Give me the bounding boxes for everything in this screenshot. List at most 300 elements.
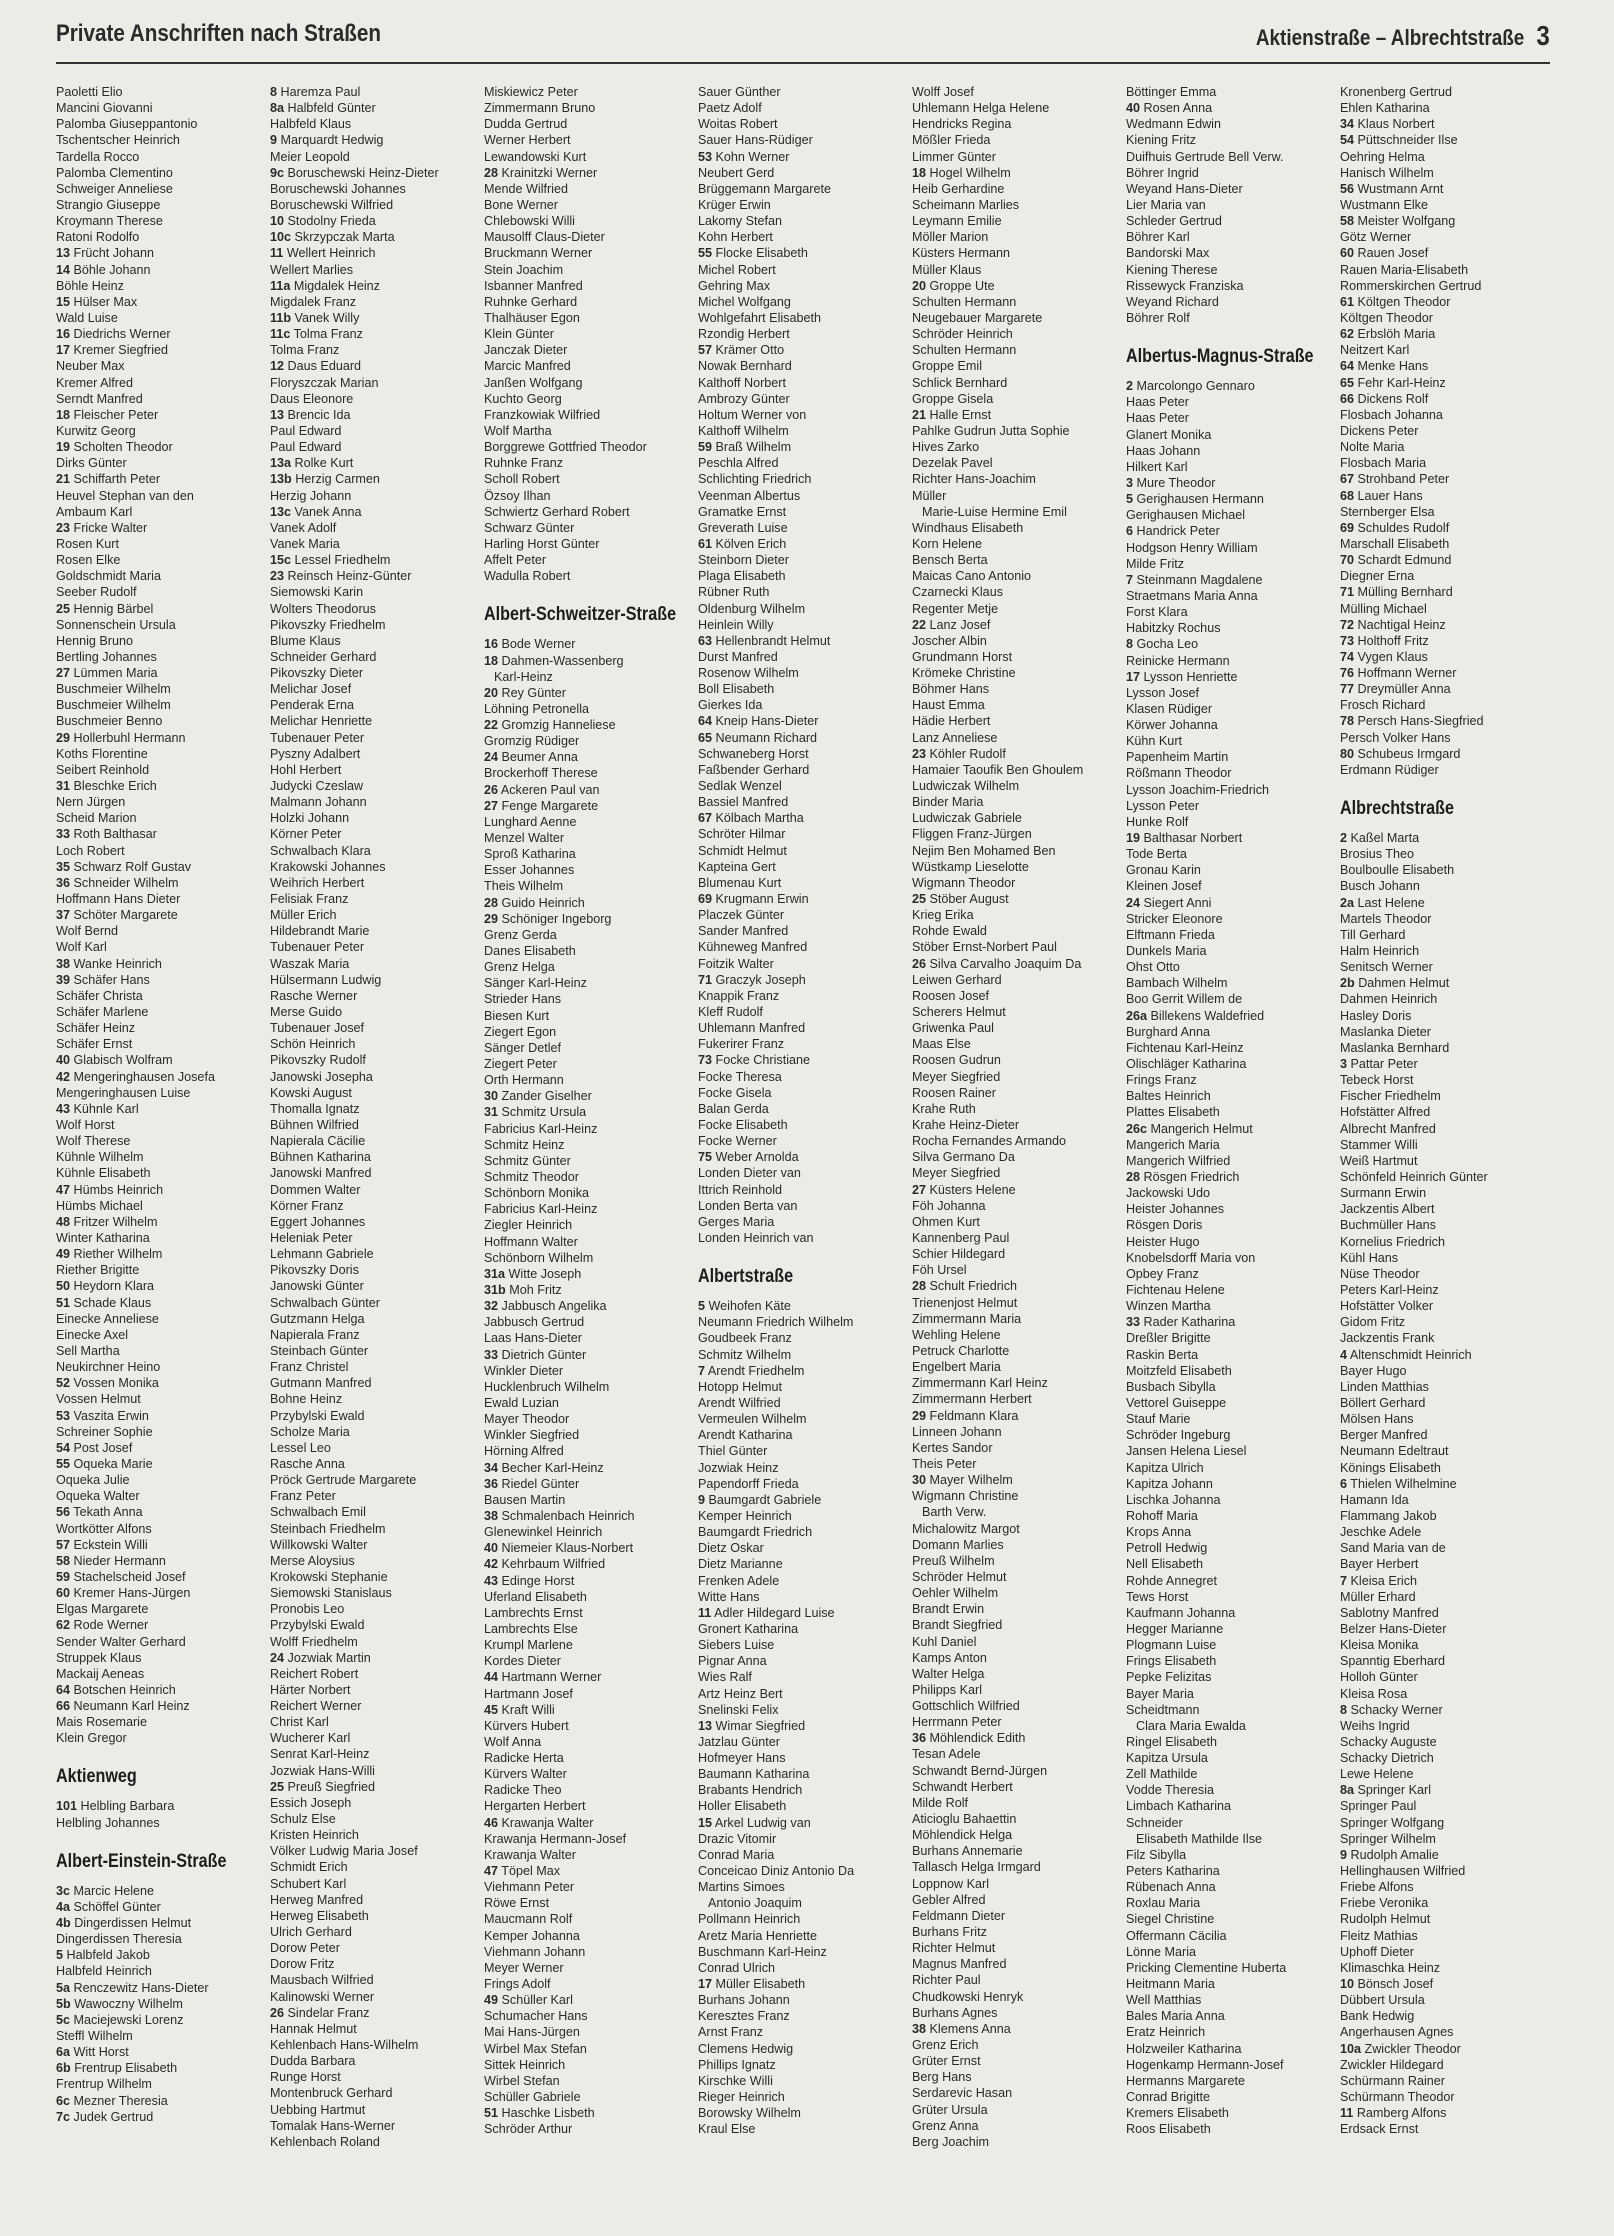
resident-name: Rolke Kurt <box>294 456 354 471</box>
house-number: 101 <box>56 1799 78 1814</box>
resident-name: Krawanja Walter <box>501 1815 594 1830</box>
resident-name: Winkler Siegfried <box>484 1428 580 1443</box>
resident-entry <box>270 1746 480 1762</box>
house-number: 53 <box>56 1408 71 1423</box>
resident-entry <box>56 342 266 358</box>
resident-entry <box>484 132 694 148</box>
resident-name: Stricker Eleonore <box>1126 911 1223 926</box>
resident-entry <box>1126 1798 1336 1814</box>
resident-name: Krainitzki Werner <box>501 165 598 180</box>
resident-entry <box>912 826 1122 842</box>
resident-name: Nowak Bernhard <box>698 359 792 374</box>
resident-name: Groppe Emil <box>912 359 982 374</box>
resident-entry <box>270 1456 480 1472</box>
resident-entry <box>484 749 694 765</box>
resident-name: Angerhausen Agnes <box>1340 2025 1454 2040</box>
resident-entry <box>1340 1153 1550 1169</box>
resident-entry <box>270 294 480 310</box>
resident-entry <box>484 765 694 781</box>
resident-entry <box>484 1815 694 1831</box>
resident-name: Spanntig Eberhard <box>1340 1654 1446 1669</box>
resident-entry <box>912 213 1122 229</box>
resident-name: Viehmann Peter <box>484 1880 575 1895</box>
house-number: 29 <box>912 1408 927 1423</box>
resident-entry <box>56 939 266 955</box>
resident-name: Klein Gregor <box>56 1731 127 1746</box>
resident-entry <box>270 939 480 955</box>
resident-name: Hogel Wilhelm <box>929 165 1011 180</box>
resident-name: Paoletti Elio <box>56 85 123 99</box>
resident-entry <box>56 697 266 713</box>
resident-entry <box>1340 1395 1550 1411</box>
resident-entry <box>484 1363 694 1379</box>
resident-name: Dorow Peter <box>270 1941 340 1956</box>
resident-name: Tomalak Hans-Werner <box>270 2118 396 2133</box>
resident-name: Ludwiczak Gabriele <box>912 811 1022 826</box>
resident-name: Olischläger Katharina <box>1126 1057 1247 1072</box>
resident-name: Rocha Fernandes Armando <box>912 1134 1067 1149</box>
house-number: 33 <box>56 827 71 842</box>
resident-entry <box>698 84 908 100</box>
resident-entry <box>912 100 1122 116</box>
resident-entry <box>698 100 908 116</box>
resident-entry <box>1340 245 1550 261</box>
house-number: 30 <box>484 1089 499 1104</box>
resident-name: Erdsack Ernst <box>1340 2122 1419 2137</box>
resident-name: Peschla Alfred <box>698 456 779 471</box>
resident-name: Schweiger Anneliese <box>56 181 173 196</box>
resident-entry <box>56 1698 266 1714</box>
resident-entry <box>270 552 480 568</box>
house-number: 13b <box>270 472 292 487</box>
resident-entry <box>56 1440 266 1456</box>
house-number: 55 <box>56 1456 71 1471</box>
house-number: 6b <box>56 2061 71 2076</box>
house-number: 24 <box>1126 895 1141 910</box>
resident-name: Roosen Gudrun <box>912 1053 1001 1068</box>
resident-entry <box>698 1069 908 1085</box>
resident-entry <box>484 2041 694 2057</box>
resident-entry <box>484 1024 694 1040</box>
resident-name: Braß Wilhelm <box>715 440 792 455</box>
resident-entry <box>698 1052 908 1068</box>
resident-entry <box>270 326 480 342</box>
house-number: 10 <box>1340 1977 1355 1992</box>
resident-name: Özsoy Ilhan <box>484 488 551 503</box>
resident-name: Korn Helene <box>912 536 983 551</box>
resident-name: Faßbender Gerhard <box>698 762 810 777</box>
resident-entry <box>56 504 266 520</box>
resident-entry <box>698 423 908 439</box>
resident-entry <box>698 375 908 391</box>
house-number: 61 <box>698 536 713 551</box>
resident-entry <box>484 407 694 423</box>
resident-entry <box>270 1537 480 1553</box>
resident-entry <box>56 2012 266 2028</box>
resident-entry <box>484 911 694 927</box>
resident-name: Holzki Johann <box>270 811 350 826</box>
resident-entry <box>698 213 908 229</box>
resident-name: Krieg Erika <box>912 908 974 923</box>
resident-entry <box>1340 1250 1550 1266</box>
resident-entry <box>912 423 1122 439</box>
resident-name: Friebe Alfons <box>1340 1880 1414 1895</box>
resident-name: Frings Franz <box>1126 1073 1197 1088</box>
resident-name: Janßen Wolfgang <box>484 375 583 390</box>
resident-name: Kremer Hans-Jürgen <box>73 1586 191 1601</box>
resident-name: Till Gerhard <box>1340 927 1406 942</box>
resident-entry <box>56 1899 266 1915</box>
resident-entry <box>1126 1492 1336 1508</box>
resident-name: Neubert Gerd <box>698 165 775 180</box>
resident-entry <box>1340 895 1550 911</box>
resident-name: Loppnow Karl <box>912 1876 990 1891</box>
resident-name: Ruhnke Gerhard <box>484 294 578 309</box>
resident-entry <box>1126 1266 1336 1282</box>
resident-name: Belzer Hans-Dieter <box>1340 1621 1447 1636</box>
resident-name: Bassiel Manfred <box>698 795 789 810</box>
resident-entry <box>484 1314 694 1330</box>
resident-name: Böllert Gerhard <box>1340 1395 1426 1410</box>
resident-entry <box>1340 1476 1550 1492</box>
resident-name: Dahmen Heinrich <box>1340 992 1438 1007</box>
resident-name: Kleisa Rosa <box>1340 1686 1408 1701</box>
resident-name: Barth Verw. <box>922 1505 987 1520</box>
resident-name: Hohl Herbert <box>270 762 342 777</box>
resident-name: Lakomy Stefan <box>698 214 783 229</box>
resident-name: Tesan Adele <box>912 1747 981 1762</box>
resident-entry <box>698 1766 908 1782</box>
house-number: 33 <box>484 1347 499 1362</box>
resident-name: Judycki Czeslaw <box>270 779 364 794</box>
house-number: 33 <box>1126 1315 1141 1330</box>
resident-name: Kühnle Elisabeth <box>56 1166 151 1181</box>
resident-entry <box>698 536 908 552</box>
resident-entry <box>56 1311 266 1327</box>
resident-name: Springer Karl <box>1357 1783 1432 1798</box>
resident-entry <box>912 391 1122 407</box>
resident-name: Nell Elisabeth <box>1126 1557 1204 1572</box>
resident-entry <box>270 826 480 842</box>
resident-entry <box>1126 685 1336 701</box>
resident-name: Botschen Heinrich <box>73 1682 176 1697</box>
resident-name: Pikovszky Dieter <box>270 666 364 681</box>
resident-name: Mausbach Wilfried <box>270 1973 374 1988</box>
resident-entry <box>912 810 1122 826</box>
resident-name: Ohmen Kurt <box>912 1214 980 1229</box>
resident-entry <box>1340 633 1550 649</box>
resident-name: Föh Ursel <box>912 1263 967 1278</box>
house-number: 6 <box>1126 524 1134 539</box>
resident-entry <box>484 100 694 116</box>
resident-name: Reichert Werner <box>270 1699 362 1714</box>
resident-name: Schmidt Helmut <box>698 843 787 858</box>
resident-name: Burhans Agnes <box>912 2005 998 2020</box>
resident-name: Fleitz Mathias <box>1340 1928 1418 1943</box>
resident-entry <box>56 859 266 875</box>
resident-entry <box>270 568 480 584</box>
resident-name: Mai Hans-Jürgen <box>484 2025 580 2040</box>
resident-name: Tode Berta <box>1126 847 1187 862</box>
house-number: 59 <box>698 440 713 455</box>
resident-name: Rohde Annegret <box>1126 1573 1218 1588</box>
resident-entry <box>1340 1686 1550 1702</box>
resident-name: Berg Hans <box>912 2070 972 2085</box>
resident-entry <box>484 1330 694 1346</box>
resident-name: Seibert Reinhold <box>56 762 150 777</box>
resident-entry <box>56 262 266 278</box>
house-number: 63 <box>698 633 713 648</box>
resident-entry <box>698 1036 908 1052</box>
resident-name: Richter Paul <box>912 1973 981 1988</box>
resident-entry <box>56 713 266 729</box>
resident-entry <box>56 1980 266 1996</box>
resident-name: Schwalbach Günter <box>270 1295 380 1310</box>
resident-name: Schleder Gertrud <box>1126 214 1222 229</box>
resident-name: Grenz Gerda <box>484 927 557 942</box>
resident-name: Marcic Manfred <box>484 359 571 374</box>
resident-entry <box>912 1295 1122 1311</box>
house-number: 27 <box>56 666 71 681</box>
resident-name: Krömeke Christine <box>912 666 1016 681</box>
resident-name: Burhans Annemarie <box>912 1844 1023 1859</box>
resident-entry <box>270 1424 480 1440</box>
resident-name: Schröder Helmut <box>912 1569 1007 1584</box>
resident-name: Mancini Giovanni <box>56 101 153 116</box>
resident-name: Springer Wilhelm <box>1340 1831 1436 1846</box>
house-number: 31 <box>56 779 71 794</box>
resident-entry <box>270 1198 480 1214</box>
resident-entry <box>912 294 1122 310</box>
resident-entry <box>56 2060 266 2076</box>
resident-name: Müller Elisabeth <box>715 1977 806 1992</box>
resident-name: Kleinen Josef <box>1126 879 1202 894</box>
page-header <box>56 16 1550 64</box>
resident-name: Frings Elisabeth <box>1126 1654 1217 1669</box>
resident-name: Klimaschka Heinz <box>1340 1960 1441 1975</box>
resident-entry <box>698 778 908 794</box>
resident-name: Schäfer Heinz <box>56 1021 136 1036</box>
resident-name: Last Helene <box>1357 895 1425 910</box>
resident-entry <box>270 649 480 665</box>
house-number: 48 <box>56 1214 71 1229</box>
resident-entry <box>1126 765 1336 781</box>
resident-entry <box>698 1508 908 1524</box>
resident-name: Schwiertz Gerhard Robert <box>484 504 630 519</box>
resident-entry <box>698 810 908 826</box>
resident-entry <box>1340 2121 1550 2137</box>
resident-entry <box>912 229 1122 245</box>
resident-entry <box>698 1718 908 1734</box>
resident-entry <box>698 1976 908 1992</box>
resident-entry <box>698 1298 908 1314</box>
resident-entry <box>270 778 480 794</box>
resident-entry <box>484 1686 694 1702</box>
resident-entry <box>56 1343 266 1359</box>
resident-entry <box>912 2037 1122 2053</box>
resident-entry <box>912 972 1122 988</box>
resident-name: Siemowski Karin <box>270 585 364 600</box>
resident-entry <box>1126 1314 1336 1330</box>
resident-entry <box>1126 410 1336 426</box>
resident-name: Berg Joachim <box>912 2134 989 2149</box>
resident-entry <box>1126 1347 1336 1363</box>
resident-name: Preuß Wilhelm <box>912 1553 995 1568</box>
house-number: 47 <box>484 1864 499 1879</box>
resident-entry <box>912 197 1122 213</box>
resident-entry <box>912 1553 1122 1569</box>
resident-name: Schmitz Heinz <box>484 1137 565 1152</box>
resident-entry <box>270 1908 480 1924</box>
resident-entry <box>1340 1734 1550 1750</box>
resident-name: Steinborn Dieter <box>698 553 790 568</box>
resident-name: Struppek Klaus <box>56 1650 142 1665</box>
resident-entry <box>1340 1411 1550 1427</box>
resident-name: Hörning Alfred <box>484 1444 564 1459</box>
house-number: 65 <box>1340 375 1355 390</box>
resident-name: Schier Hildegard <box>912 1247 1006 1262</box>
resident-name: Janowski Manfred <box>270 1166 372 1181</box>
resident-entry <box>1340 1831 1550 1847</box>
resident-name: Hendricks Regina <box>912 117 1012 132</box>
resident-name: Schubeus Irmgard <box>1357 746 1461 761</box>
resident-name: Tews Horst <box>1126 1589 1189 1604</box>
resident-name: Stöber August <box>929 892 1009 907</box>
resident-entry <box>912 1859 1122 1875</box>
resident-name: Grüter Ursula <box>912 2102 988 2117</box>
resident-entry <box>484 116 694 132</box>
resident-name: Tubenauer Peter <box>270 730 365 745</box>
resident-entry <box>270 859 480 875</box>
resident-name: Lysson Josef <box>1126 685 1200 700</box>
resident-entry <box>1126 1976 1336 1992</box>
resident-entry <box>1126 927 1336 943</box>
resident-name: Einecke Axel <box>56 1327 129 1342</box>
resident-entry <box>484 1863 694 1879</box>
resident-entry <box>912 1214 1122 1230</box>
resident-entry <box>1126 1121 1336 1137</box>
resident-entry <box>270 116 480 132</box>
resident-name: Lambrechts Else <box>484 1621 578 1636</box>
resident-entry <box>56 1931 266 1947</box>
resident-name: Kapitza Ulrich <box>1126 1460 1204 1475</box>
resident-name: Senrat Karl-Heinz <box>270 1747 370 1762</box>
resident-entry <box>56 132 266 148</box>
resident-name: Buschmeier Wilhelm <box>56 682 171 697</box>
resident-name: Hartmann Werner <box>501 1670 602 1685</box>
resident-entry <box>1340 1750 1550 1766</box>
resident-name: Nüse Theodor <box>1340 1266 1420 1281</box>
resident-name: Reichert Robert <box>270 1666 359 1681</box>
house-number: 58 <box>56 1553 71 1568</box>
resident-name: Elftmann Frieda <box>1126 927 1215 942</box>
resident-entry <box>484 149 694 165</box>
resident-entry <box>912 488 1122 504</box>
resident-entry <box>1126 1008 1336 1024</box>
resident-name: Halle Ernst <box>929 407 992 422</box>
resident-entry <box>1126 181 1336 197</box>
resident-name: Rissewyck Franziska <box>1126 278 1244 293</box>
resident-name: Klasen Rüdiger <box>1126 701 1213 716</box>
resident-name: Rauen Josef <box>1357 246 1429 261</box>
resident-name: Schacky Werner <box>1350 1702 1443 1717</box>
resident-entry <box>698 165 908 181</box>
resident-entry <box>1126 310 1336 326</box>
resident-entry <box>1340 1653 1550 1669</box>
resident-name: Winter Katharina <box>56 1230 150 1245</box>
resident-name: Wolf Martha <box>484 423 552 438</box>
house-number: 77 <box>1340 682 1355 697</box>
resident-name: Hoffmann Walter <box>484 1234 578 1249</box>
resident-entry <box>1126 132 1336 148</box>
resident-name: Möller Marion <box>912 230 989 245</box>
resident-name: Silva Carvalho Joaquim Da <box>929 956 1082 971</box>
resident-entry <box>484 2089 694 2105</box>
resident-name: Schuldes Rudolf <box>1357 520 1450 535</box>
resident-name: Lauer Hans <box>1357 488 1423 503</box>
resident-entry <box>270 132 480 148</box>
resident-entry <box>270 181 480 197</box>
resident-entry <box>912 1956 1122 1972</box>
resident-entry <box>1340 601 1550 617</box>
resident-entry <box>484 1960 694 1976</box>
resident-name: Uebbing Hartmut <box>270 2102 366 2117</box>
resident-entry <box>1340 959 1550 975</box>
resident-entry <box>912 132 1122 148</box>
resident-entry <box>1126 1686 1336 1702</box>
resident-entry <box>1340 862 1550 878</box>
resident-name: Frentrup Wilhelm <box>56 2077 152 2092</box>
house-number: 60 <box>56 1586 71 1601</box>
resident-entry <box>56 552 266 568</box>
resident-name: Gerighausen Michael <box>1126 508 1246 523</box>
resident-entry <box>1340 2073 1550 2089</box>
resident-name: Lysson Henriette <box>1143 669 1238 684</box>
resident-name: Helbling Barbara <box>80 1799 175 1814</box>
resident-name: Rößmann Theodor <box>1126 766 1232 781</box>
resident-entry <box>1340 310 1550 326</box>
resident-name: Kleisa Monika <box>1340 1638 1419 1653</box>
resident-entry <box>484 1411 694 1427</box>
resident-name: Küsters Hermann <box>912 246 1010 261</box>
resident-entry <box>56 100 266 116</box>
resident-name: Ehlen Katharina <box>1340 101 1430 116</box>
resident-name: Isbanner Manfred <box>484 278 583 293</box>
resident-entry <box>484 2008 694 2024</box>
resident-entry <box>484 504 694 520</box>
resident-entry <box>912 1779 1122 1795</box>
resident-name: Surmann Erwin <box>1340 1186 1427 1201</box>
resident-entry <box>698 1476 908 1492</box>
resident-entry <box>56 633 266 649</box>
resident-name: Brabants Hendrich <box>698 1783 803 1798</box>
house-number: 15c <box>270 553 292 568</box>
resident-name: Siegert Anni <box>1143 895 1212 910</box>
resident-name: Boll Elisabeth <box>698 682 775 697</box>
resident-entry <box>56 617 266 633</box>
resident-name: Mende Wilfried <box>484 181 568 196</box>
resident-entry <box>1340 1363 1550 1379</box>
resident-name: Londen Berta van <box>698 1198 798 1213</box>
resident-entry <box>484 798 694 814</box>
resident-entry <box>484 1702 694 1718</box>
resident-entry <box>270 633 480 649</box>
resident-entry <box>1126 895 1336 911</box>
resident-name: Oqueka Walter <box>56 1489 140 1504</box>
resident-name: Hümbs Heinrich <box>73 1182 164 1197</box>
resident-name: Witte Hans <box>698 1589 760 1604</box>
resident-name: Focke Elisabeth <box>698 1118 788 1132</box>
